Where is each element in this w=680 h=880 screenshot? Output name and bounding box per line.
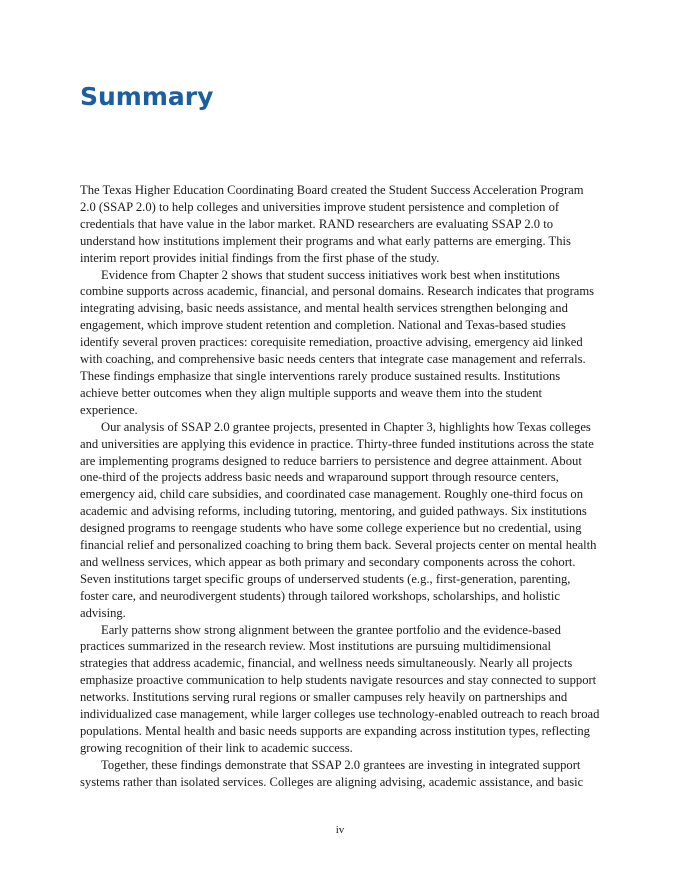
summary-body [80, 182, 600, 791]
paragraph: Early patterns show strong alignment between the grantee portfolio and the evidence-based practices summarized in the research review. Most institutions are pursuing multidimensional strategies that address academic, financial, and wellness needs simultaneously. Nearly all projects emphasize proactive communication to help students navigate resources and stay connected to support networks. Institutions serving rural regions or smaller campuses rely heavily on partnerships and individualized case management, while larger colleges use technology-enabled outreach to reach broad populations. Mental health and basic needs supports are expanding across institution types, reflecting growing recognition of their link to academic success. [80, 622, 600, 755]
paragraph: Together, these findings demonstrate that SSAP 2.0 grantees are investing in integrated support systems rather than isolated services. Colleges are aligning advising, academic assistance, and basic [80, 757, 584, 789]
paragraph: The Texas Higher Education Coordinating Board created the Student Success Acceleration Program 2.0 (SSAP 2.0) to help colleges and universities improve student persistence and completion of credentials that have value in the labor market. RAND researchers are evaluating SSAP 2.0 to understand how institutions implement their programs and what early patterns are emerging. This interim report provides initial findings from the first phase of the study. [80, 183, 584, 265]
paragraph: Our analysis of SSAP 2.0 grantee projects, presented in Chapter 3, highlights how Texas colleges and universities are applying this evidence in practice. Thirty-three funded institutions across the state are implementing programs designed to reduce barriers to persistence and degree attainment. About one-third of the projects address basic needs and wraparound support through resource centers, emergency aid, child care subsidies, and coordinated case management. Roughly one-third focus on academic and advising reforms, including tutoring, mentoring, and guided pathways. Six institutions designed programs to reengage students who have some college experience but no credential, using financial relief and personalized coaching to bring them back. Several projects center on mental health and wellness services, which appear as both primary and secondary components across the cohort. Seven institutions target specific groups of underserved students (e.g., first-generation, parenting, foster care, and neurodivergent students) through tailored workshops, scholarships, and holistic advising. [80, 419, 597, 620]
page-title: Summary [80, 82, 214, 111]
page-number: iv [335, 824, 345, 836]
paragraph: Evidence from Chapter 2 shows that student success initiatives work best when institutions combine supports across academic, financial, and personal domains. Research indicates that programs integrating advising, basic needs assistance, and mental health services strengthen belonging and engagement, which improve student retention and completion. National and Texas-based studies identify several proven practices: corequisite remediation, proactive advising, emergency aid linked with coaching, and comprehensive basic needs centers that integrate case management and referrals. These findings emphasize that single interventions rarely produce sustained results. Institutions achieve better outcomes when they align multiple supports and weave them into the student experience. [80, 267, 595, 417]
